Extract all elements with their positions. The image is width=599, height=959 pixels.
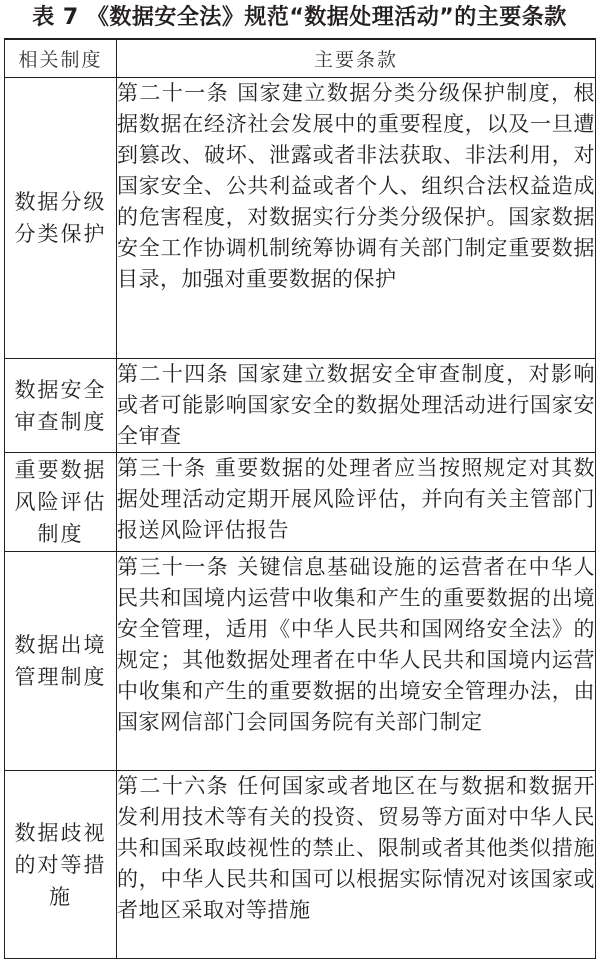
clause-text: 第二十四条 国家建立数据安全审查制度，对影响或者可能影响国家安全的数据处理活动进行国家安全审查 — [117, 359, 596, 453]
system-name: 数据安全审查制度 — [5, 359, 117, 453]
table-row — [5, 771, 596, 959]
header-main-clause: 主要条款 — [117, 39, 596, 78]
clause-text: 第二十六条 任何国家或者地区在与数据和数据开发利用技术等有关的投资、贸易等方面对中华人民共和国采取歧视性的禁止、限制或者其他类似措施的，中华人民共和国可以根据实际情况对该国家或者地区采取对等措施 — [117, 771, 596, 959]
clause-text: 第三十条 重要数据的处理者应当按照规定对其数据处理活动定期开展风险评估，并向有关主管部门报送风险评估报告 — [117, 453, 596, 552]
table-row — [5, 359, 596, 453]
system-name: 数据歧视的对等措施 — [5, 771, 117, 959]
table-header-row — [5, 39, 596, 78]
clause-text: 第三十一条 关键信息基础设施的运营者在中华人民共和国境内运营中收集和产生的重要数据的出境安全管理，适用《中华人民共和国网络安全法》的规定；其他数据处理者在中华人民共和国境内运营中收集和产生的重要数据的出境安全管理办法，由国家网信部门会同国务院有关部门制定 — [117, 552, 596, 771]
table-row — [5, 552, 596, 771]
table-row — [5, 78, 596, 359]
table-row — [5, 453, 596, 552]
header-related-system: 相关制度 — [5, 39, 117, 78]
system-name: 重要数据风险评估制度 — [5, 453, 117, 552]
clause-text: 第二十一条 国家建立数据分类分级保护制度，根据数据在经济社会发展中的重要程度，以及一旦遭到篡改、破坏、泄露或者非法获取、非法利用，对国家安全、公共利益或者个人、组织合法权益造成的危害程度，对数据实行分类分级保护。国家数据安全工作协调机制统筹协调有关部门制定重要数据目录，加强对重要数据的保护 — [117, 78, 596, 359]
system-name: 数据分级分类保护 — [5, 78, 117, 359]
regulations-table — [4, 38, 596, 959]
table-title: 表 7 《数据安全法》规范“数据处理活动”的主要条款 — [32, 5, 567, 30]
system-name: 数据出境管理制度 — [5, 552, 117, 771]
